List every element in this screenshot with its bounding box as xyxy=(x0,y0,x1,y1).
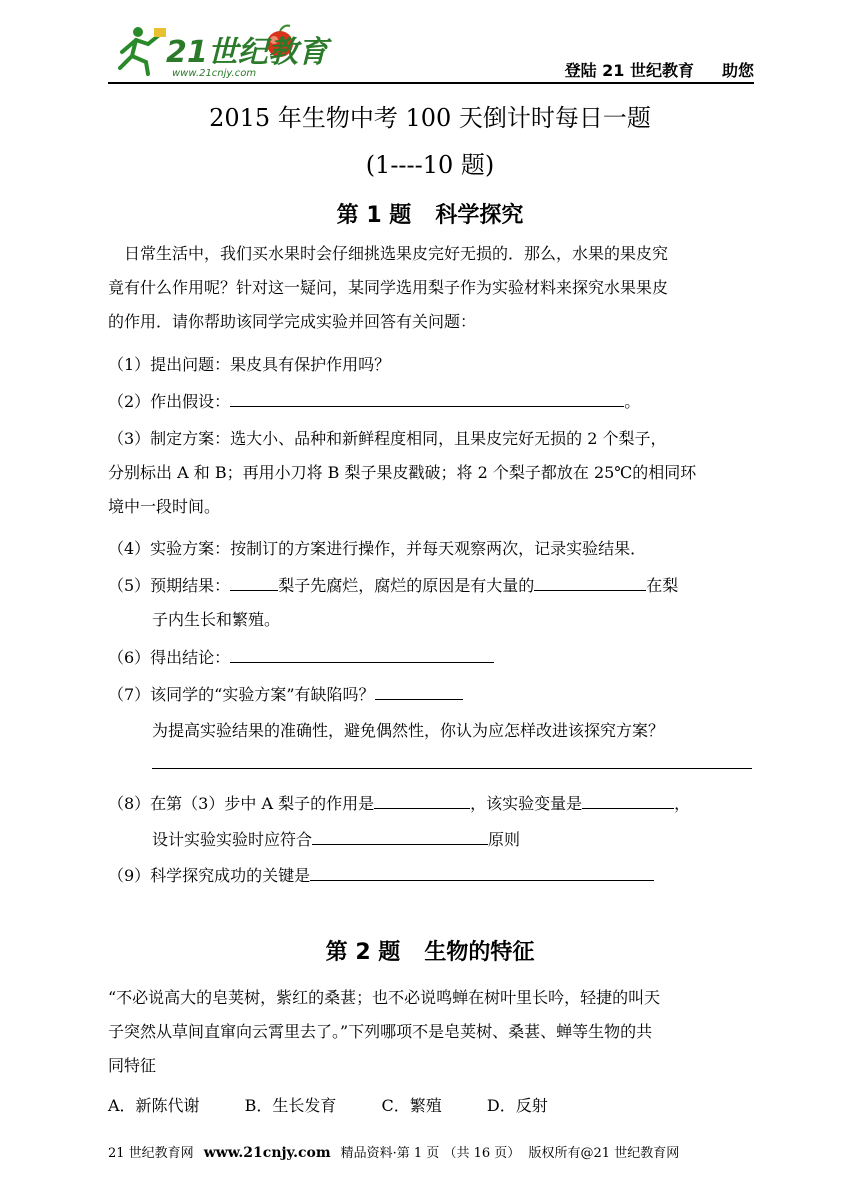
header-tagline: 登陆 21 世纪教育 助您 xyxy=(564,61,754,80)
answer-blank[interactable] xyxy=(375,683,463,700)
footer-site-link[interactable]: www.21cnjy.com xyxy=(203,1145,331,1161)
q1-step-4: （4）实验方案：按制订的方案进行操作，并每天观察两次，记录实验结果． xyxy=(108,539,647,558)
q1-step-3-line-2: 分别标出 A 和 B；再用小刀将 B 梨子果皮戳破；将 2 个梨子都放在 25℃的相同环 xyxy=(108,463,697,482)
answer-blank[interactable] xyxy=(534,574,646,591)
q1-step-7-cont: 为提高实验结果的准确性，避免偶然性，你认为应怎样改进该探究方案？ xyxy=(152,721,665,740)
option-d[interactable]: D．反射 xyxy=(486,1096,548,1115)
page-header xyxy=(108,22,754,84)
q2-options xyxy=(108,1093,548,1116)
answer-blank[interactable] xyxy=(312,828,488,845)
question-2-title: 第 2 题 生物的特征 xyxy=(325,940,535,965)
site-logo xyxy=(108,22,328,80)
option-c[interactable]: C．繁殖 xyxy=(381,1096,442,1115)
q2-text-line-2: 子突然从草间直窜向云霄里去了。”下列哪项不是皂荚树、桑葚、蝉等生物的共 xyxy=(108,1022,653,1041)
answer-blank[interactable] xyxy=(230,390,624,407)
answer-blank[interactable] xyxy=(230,574,278,591)
q1-step-7: （7）该同学的“实验方案”有缺陷吗？ xyxy=(108,682,463,705)
page-footer: 21 世纪教育网 www.21cnjy.com 精品资料·第 1 页 （共 16 页） 版权所有@21 世纪教育网 xyxy=(108,1145,680,1161)
answer-blank[interactable] xyxy=(374,792,470,809)
q1-step-2: （2）作出假设： 。 xyxy=(108,392,641,411)
document-subtitle: (1----10 题) xyxy=(365,151,495,179)
q1-step-5: （5）预期结果： 梨子先腐烂，腐烂的原因是有大量的 在梨 xyxy=(108,576,679,595)
svg-text:www.21cnjy.com: www.21cnjy.com xyxy=(172,68,257,79)
option-b[interactable]: B．生长发育 xyxy=(244,1096,337,1115)
q1-intro-line-2: 竟有什么作用呢？针对这一疑问，某同学选用梨子作为实验材料来探究水果果皮 xyxy=(108,278,669,297)
answer-blank[interactable] xyxy=(230,646,494,663)
q1-step-3-line-3: 境中一段时间。 xyxy=(108,497,221,516)
q1-step-6: （6）得出结论： xyxy=(108,645,494,668)
q1-step-8: （8）在第（3）步中 A 梨子的作用是 ，该实验变量是 ， xyxy=(108,794,691,813)
question-1-title: 第 1 题 科学探究 xyxy=(336,203,524,228)
header-divider xyxy=(108,82,754,84)
svg-text:21世纪教育: 21世纪教育 xyxy=(166,35,328,70)
q1-step-3-line-1: （3）制定方案：选大小、品种和新鲜程度相同，且果皮完好无损的 2 个梨子， xyxy=(108,429,667,448)
q1-step-1: （1）提出问题：果皮具有保护作用吗？ xyxy=(108,355,391,374)
answer-blank[interactable] xyxy=(582,792,674,809)
option-a[interactable]: A．新陈代谢 xyxy=(108,1096,200,1115)
q1-step-8-cont: 设计实验实验时应符合 原则 xyxy=(152,830,521,849)
q1-intro-line-3: 的作用．请你帮助该同学完成实验并回答有关问题： xyxy=(108,312,477,331)
answer-line[interactable] xyxy=(152,768,752,769)
q1-step-5-cont: 子内生长和繁殖。 xyxy=(152,610,281,629)
answer-blank[interactable] xyxy=(310,864,654,881)
q2-text-line-3: 同特征 xyxy=(108,1056,157,1075)
document-title: 2015 年生物中考 100 天倒计时每日一题 xyxy=(209,104,651,132)
q1-step-9: （9）科学探究成功的关键是 xyxy=(108,863,654,886)
q2-text-line-1: “不必说高大的皂荚树，紫红的桑葚；也不必说鸣蝉在树叶里长吟，轻捷的叫天 xyxy=(108,988,661,1007)
q1-intro-line-1: 日常生活中，我们买水果时会仔细挑选果皮完好无损的．那么，水果的果皮究 xyxy=(124,244,669,263)
